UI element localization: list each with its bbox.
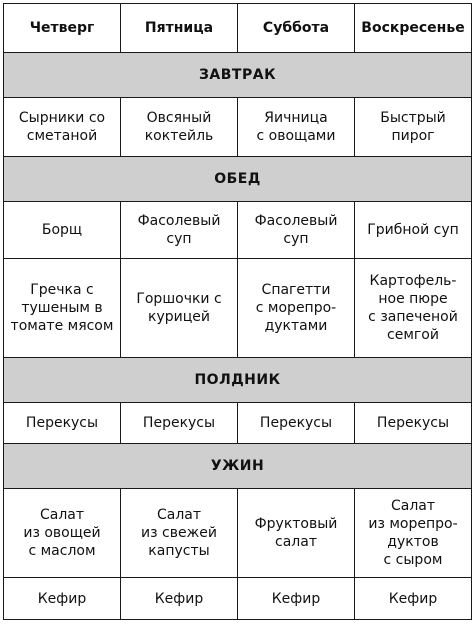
meal-cell: Кефир xyxy=(121,578,238,620)
section-row-snack xyxy=(4,358,472,403)
section-row-lunch xyxy=(4,157,472,202)
meal-cell: Перекусы xyxy=(4,403,121,444)
meal-plan-table xyxy=(3,3,472,620)
meal-cell: Перекусы xyxy=(121,403,238,444)
meal-cell: Картофель- ное пюре с запеченой семгой xyxy=(355,259,472,358)
section-title-dinner: УЖИН xyxy=(4,444,472,489)
meal-cell: Салат из овощей с маслом xyxy=(4,489,121,578)
day-header-friday: Пятница xyxy=(121,4,238,53)
meal-cell: Гречка с тушеным в томате мясом xyxy=(4,259,121,358)
section-row-dinner xyxy=(4,444,472,489)
meal-cell: Фасолевый суп xyxy=(238,202,355,259)
table-row xyxy=(4,259,472,358)
meal-cell: Кефир xyxy=(238,578,355,620)
meal-cell: Грибной суп xyxy=(355,202,472,259)
meal-cell: Быстрый пирог xyxy=(355,98,472,157)
table-row xyxy=(4,202,472,259)
meal-cell: Борщ xyxy=(4,202,121,259)
table-row xyxy=(4,403,472,444)
meal-cell: Сырники со сметаной xyxy=(4,98,121,157)
section-title-breakfast: ЗАВТРАК xyxy=(4,53,472,98)
day-header-row xyxy=(4,4,472,53)
meal-cell: Овсяный коктейль xyxy=(121,98,238,157)
meal-cell: Кефир xyxy=(355,578,472,620)
meal-cell: Яичница с овощами xyxy=(238,98,355,157)
meal-cell: Салат из свежей капусты xyxy=(121,489,238,578)
day-header-thursday: Четверг xyxy=(4,4,121,53)
meal-cell: Салат из морепро- дуктов с сыром xyxy=(355,489,472,578)
meal-cell: Перекусы xyxy=(355,403,472,444)
section-title-snack: ПОЛДНИК xyxy=(4,358,472,403)
section-row-breakfast xyxy=(4,53,472,98)
meal-cell: Фасолевый суп xyxy=(121,202,238,259)
table-row xyxy=(4,98,472,157)
meal-cell: Перекусы xyxy=(238,403,355,444)
day-header-saturday: Суббота xyxy=(238,4,355,53)
meal-cell: Кефир xyxy=(4,578,121,620)
table-row xyxy=(4,489,472,578)
day-header-sunday: Воскресенье xyxy=(355,4,472,53)
meal-cell: Спагетти с морепро- дуктами xyxy=(238,259,355,358)
section-title-lunch: ОБЕД xyxy=(4,157,472,202)
meal-cell: Горшочки с курицей xyxy=(121,259,238,358)
table-row xyxy=(4,578,472,620)
meal-cell: Фруктовый салат xyxy=(238,489,355,578)
